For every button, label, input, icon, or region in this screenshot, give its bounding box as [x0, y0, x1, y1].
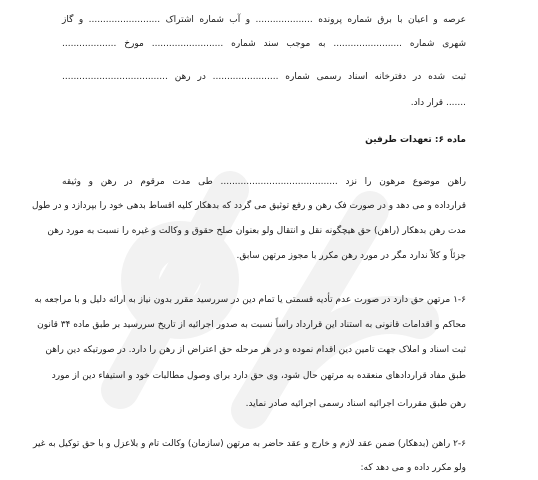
section1-line-1: عرصه و اعیان با برق شماره پرونده .................... و آب شماره اشتراک ......................... و گاز — [62, 15, 466, 25]
article6-p2-line-3: ثبت اسناد و املاک جهت تامین دین اقدام نموده و در هر مرحله حق اعتراض از رهن را دارد. در صورتیکه دین راهن — [45, 345, 466, 355]
article6-p2-line-1: ۱-۶ مرتهن حق دارد در صورت عدم تأدیه قسمتی یا تمام دین در سررسید مقرر بدون نیاز به ارائه دلیل و با مراجعه به — [34, 295, 466, 305]
section1-line-2: شهری شماره ........................ به موجب سند شماره ......................... مورخ ................... — [62, 39, 466, 49]
article6-p2-line-4: طبق مفاد قراردادهای منعقده به مرتهن حال شود، وی حق دارد برای وصول مطالبات خود و استیفاء دین از مورد — [51, 371, 466, 381]
section1-line-4: ....... قرار داد. — [410, 98, 466, 108]
article6-p1-line-4: جزئاً و کلاً ندارد مگر در مورد رهن مکرر با مجوز مرتهن سابق. — [236, 251, 466, 261]
article6-p1-line-2: قرارداده و می دهد و در صورت فک رهن و رفع توثیق می گردد که بدهکار کلیه اقساط بدهی خود را بپردازد و در طول — [31, 201, 466, 211]
article6-p1-line-1: راهن موضوع مرهون را نزد ......................................... طی مدت مرقوم در رهن و وثیقه — [62, 177, 466, 187]
article-6-heading: ماده ۶: تعهدات طرفین — [365, 135, 466, 145]
article6-p1-line-3: مدت رهن بدهکار (راهن) حق هیچگونه نقل و انتقال ولو بعنوان صلح حقوق و وکالت و غیره را نسبت به مورد رهن — [47, 226, 466, 236]
article6-p2-line-5: رهن طبق مقررات اجرائیه اسناد رسمی اجرائیه صادر نماید. — [245, 399, 466, 409]
article6-p3-line-2: ولو مکرر داده و می دهد که: — [360, 463, 466, 473]
section1-line-3: ثبت شده در دفترخانه اسناد رسمی شماره ....................... در رهن ..................................... — [62, 72, 466, 82]
article6-p2-line-2: محاکم و اقدامات قانونی به استناد این قرارداد راساً نسبت به صدور اجرائیه از تاریخ سررسید بر طبق ماده ۳۴ قانون — [37, 320, 466, 330]
article6-p3-line-1: ۲-۶ راهن (بدهکار) ضمن عقد لازم و خارج و عقد حاضر به مرتهن (سازمان) وکالت تام و بلاعزل و با حق توکیل به غیر — [33, 439, 466, 449]
